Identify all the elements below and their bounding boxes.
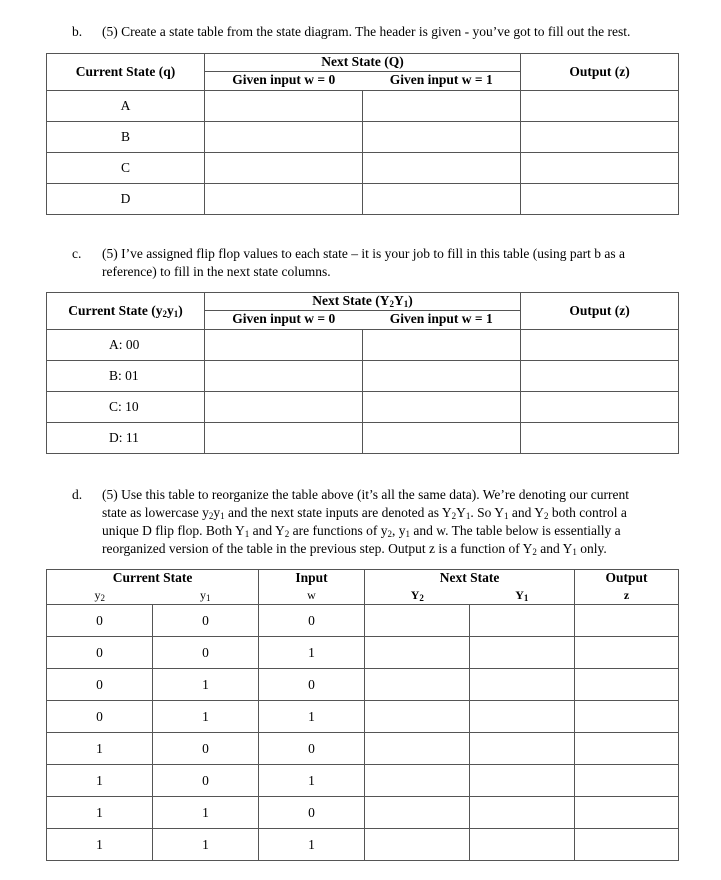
answer-cell[interactable] bbox=[575, 797, 679, 829]
value-cell-y1: 0 bbox=[153, 733, 259, 765]
value-cell-y2: 1 bbox=[47, 733, 153, 765]
encoded-state-table bbox=[46, 292, 679, 454]
part-d-line3: unique D flip flop. Both $Y_1$ and $Y_2$ are functions of $y_2$, $y_1$ and w. The table below is essentially a bbox=[102, 523, 621, 539]
header-Y1: $Y_1$ bbox=[515, 588, 529, 603]
answer-cell[interactable] bbox=[365, 733, 470, 765]
part-b-text: (5) Create a state table from the state diagram. The header is given - you’ve got to fill out the rest. bbox=[102, 24, 631, 39]
answer-cell[interactable] bbox=[575, 829, 679, 861]
value-cell-w: 1 bbox=[259, 701, 365, 733]
table-row bbox=[47, 637, 679, 669]
table-row bbox=[47, 733, 679, 765]
table-row bbox=[47, 330, 679, 361]
part-d-line4: reorganized version of the table in the previous step. Output z is a function of $Y_2$ and $Y_1$ only. bbox=[102, 541, 607, 557]
table-row bbox=[47, 184, 679, 215]
header-input-1: Given input w = 1 bbox=[389, 72, 493, 87]
answer-cell[interactable] bbox=[205, 330, 363, 361]
header-next-state: Next State (Q) bbox=[205, 54, 520, 72]
answer-cell[interactable] bbox=[365, 797, 470, 829]
answer-cell[interactable] bbox=[363, 361, 521, 392]
table-row bbox=[47, 605, 679, 637]
state-cell: B: 01 bbox=[47, 361, 205, 392]
answer-cell[interactable] bbox=[521, 91, 679, 122]
answer-cell[interactable] bbox=[363, 184, 521, 215]
answer-cell[interactable] bbox=[365, 701, 470, 733]
table-row bbox=[47, 361, 679, 392]
header-current-state-group bbox=[47, 570, 259, 605]
answer-cell[interactable] bbox=[363, 91, 521, 122]
value-cell-y2: 0 bbox=[47, 701, 153, 733]
answer-cell[interactable] bbox=[575, 637, 679, 669]
part-c-text-line2: reference) to fill in the next state columns. bbox=[102, 264, 331, 279]
value-cell-y1: 0 bbox=[153, 765, 259, 797]
answer-cell[interactable] bbox=[365, 637, 470, 669]
answer-cell[interactable] bbox=[470, 669, 575, 701]
answer-cell[interactable] bbox=[365, 669, 470, 701]
answer-cell[interactable] bbox=[363, 330, 521, 361]
header-input-1: Given input w = 1 bbox=[389, 311, 493, 326]
answer-cell[interactable] bbox=[365, 765, 470, 797]
table-row bbox=[47, 829, 679, 861]
part-c-label: c. bbox=[72, 246, 82, 261]
table-row bbox=[47, 91, 679, 122]
answer-cell[interactable] bbox=[470, 829, 575, 861]
header-output: Output (z) bbox=[521, 54, 679, 91]
part-c-prompt bbox=[72, 245, 712, 281]
answer-cell[interactable] bbox=[521, 330, 679, 361]
header-input-0: Given input w = 0 bbox=[232, 311, 336, 326]
state-table bbox=[46, 53, 679, 215]
header-output: Output bbox=[605, 570, 648, 585]
value-cell-w: 0 bbox=[259, 669, 365, 701]
answer-cell[interactable] bbox=[205, 184, 363, 215]
value-cell-w: 1 bbox=[259, 765, 365, 797]
answer-cell[interactable] bbox=[365, 829, 470, 861]
state-cell: C bbox=[47, 153, 205, 184]
part-b-label: b. bbox=[72, 24, 83, 39]
value-cell-y2: 0 bbox=[47, 669, 153, 701]
part-d-line2: state as lowercase $y_2y_1$ and the next state inputs are denoted as $Y_2Y_1$. So $Y_1$ and $Y_2$ both control a bbox=[102, 505, 627, 521]
value-cell-w: 1 bbox=[259, 829, 365, 861]
table-row bbox=[47, 797, 679, 829]
header-y2: $y_2$ bbox=[94, 588, 105, 603]
value-cell-y1: 1 bbox=[153, 797, 259, 829]
value-cell-y2: 0 bbox=[47, 605, 153, 637]
answer-cell[interactable] bbox=[521, 361, 679, 392]
answer-cell[interactable] bbox=[575, 765, 679, 797]
table-row bbox=[47, 122, 679, 153]
table-row bbox=[47, 423, 679, 454]
answer-cell[interactable] bbox=[521, 392, 679, 423]
part-d-label: d. bbox=[72, 487, 83, 502]
header-output: Output (z) bbox=[521, 293, 679, 330]
table-row bbox=[47, 392, 679, 423]
header-current-state: Current State $(y_2y_1)$ bbox=[47, 293, 205, 330]
table-row bbox=[47, 669, 679, 701]
answer-cell[interactable] bbox=[521, 184, 679, 215]
answer-cell[interactable] bbox=[205, 122, 363, 153]
answer-cell[interactable] bbox=[205, 423, 363, 454]
header-input: Input bbox=[295, 570, 328, 585]
answer-cell[interactable] bbox=[470, 605, 575, 637]
state-cell: C: 10 bbox=[47, 392, 205, 423]
answer-cell[interactable] bbox=[205, 91, 363, 122]
header-output-group bbox=[575, 570, 679, 605]
answer-cell[interactable] bbox=[521, 122, 679, 153]
value-cell-y2: 1 bbox=[47, 797, 153, 829]
transition-table bbox=[46, 569, 679, 861]
state-cell: D: 11 bbox=[47, 423, 205, 454]
answer-cell[interactable] bbox=[575, 733, 679, 765]
answer-cell[interactable] bbox=[363, 153, 521, 184]
answer-cell[interactable] bbox=[470, 701, 575, 733]
answer-cell[interactable] bbox=[205, 361, 363, 392]
part-c-text-line1: (5) I’ve assigned flip flop values to each state – it is your job to fill in this table (using part b as a bbox=[102, 246, 626, 261]
value-cell-w: 0 bbox=[259, 797, 365, 829]
value-cell-y2: 0 bbox=[47, 637, 153, 669]
answer-cell[interactable] bbox=[470, 733, 575, 765]
header-input-group bbox=[259, 570, 365, 605]
value-cell-y1: 1 bbox=[153, 829, 259, 861]
header-current-state: Current State (q) bbox=[47, 54, 205, 91]
answer-cell[interactable] bbox=[363, 122, 521, 153]
value-cell-y1: 0 bbox=[153, 637, 259, 669]
state-cell: B bbox=[47, 122, 205, 153]
header-next-state-group bbox=[365, 570, 575, 605]
header-next-state: Next State bbox=[439, 570, 500, 585]
answer-cell[interactable] bbox=[363, 423, 521, 454]
value-cell-y1: 1 bbox=[153, 701, 259, 733]
answer-cell[interactable] bbox=[363, 392, 521, 423]
header-next-state-group bbox=[205, 54, 521, 91]
part-d-line1: (5) Use this table to reorganize the table above (it’s all the same data). We’re denoting our current bbox=[102, 487, 629, 502]
value-cell-w: 1 bbox=[259, 637, 365, 669]
part-d-prompt bbox=[72, 486, 712, 558]
header-current-state: Current State bbox=[112, 570, 193, 585]
table-row bbox=[47, 701, 679, 733]
state-cell: A: 00 bbox=[47, 330, 205, 361]
answer-cell[interactable] bbox=[470, 797, 575, 829]
value-cell-y1: 1 bbox=[153, 669, 259, 701]
answer-cell[interactable] bbox=[521, 423, 679, 454]
answer-cell[interactable] bbox=[205, 153, 363, 184]
answer-cell[interactable] bbox=[365, 605, 470, 637]
table-row bbox=[47, 153, 679, 184]
answer-cell[interactable] bbox=[521, 153, 679, 184]
header-next-state-group bbox=[205, 293, 521, 330]
header-y1: $y_1$ bbox=[200, 588, 211, 603]
answer-cell[interactable] bbox=[575, 669, 679, 701]
header-input-0: Given input w = 0 bbox=[232, 72, 336, 87]
answer-cell[interactable] bbox=[575, 701, 679, 733]
answer-cell[interactable] bbox=[470, 637, 575, 669]
header-w: w bbox=[307, 588, 316, 602]
table-row bbox=[47, 765, 679, 797]
state-cell: D bbox=[47, 184, 205, 215]
answer-cell[interactable] bbox=[205, 392, 363, 423]
value-cell-w: 0 bbox=[259, 733, 365, 765]
value-cell-y1: 0 bbox=[153, 605, 259, 637]
header-z: z bbox=[623, 588, 630, 602]
header-next-state: Next State $(Y_2Y_1)$ bbox=[205, 293, 520, 311]
state-cell: A bbox=[47, 91, 205, 122]
header-Y2: $Y_2$ bbox=[410, 588, 424, 603]
value-cell-w: 0 bbox=[259, 605, 365, 637]
value-cell-y2: 1 bbox=[47, 829, 153, 861]
value-cell-y2: 1 bbox=[47, 765, 153, 797]
answer-cell[interactable] bbox=[470, 765, 575, 797]
answer-cell[interactable] bbox=[575, 605, 679, 637]
